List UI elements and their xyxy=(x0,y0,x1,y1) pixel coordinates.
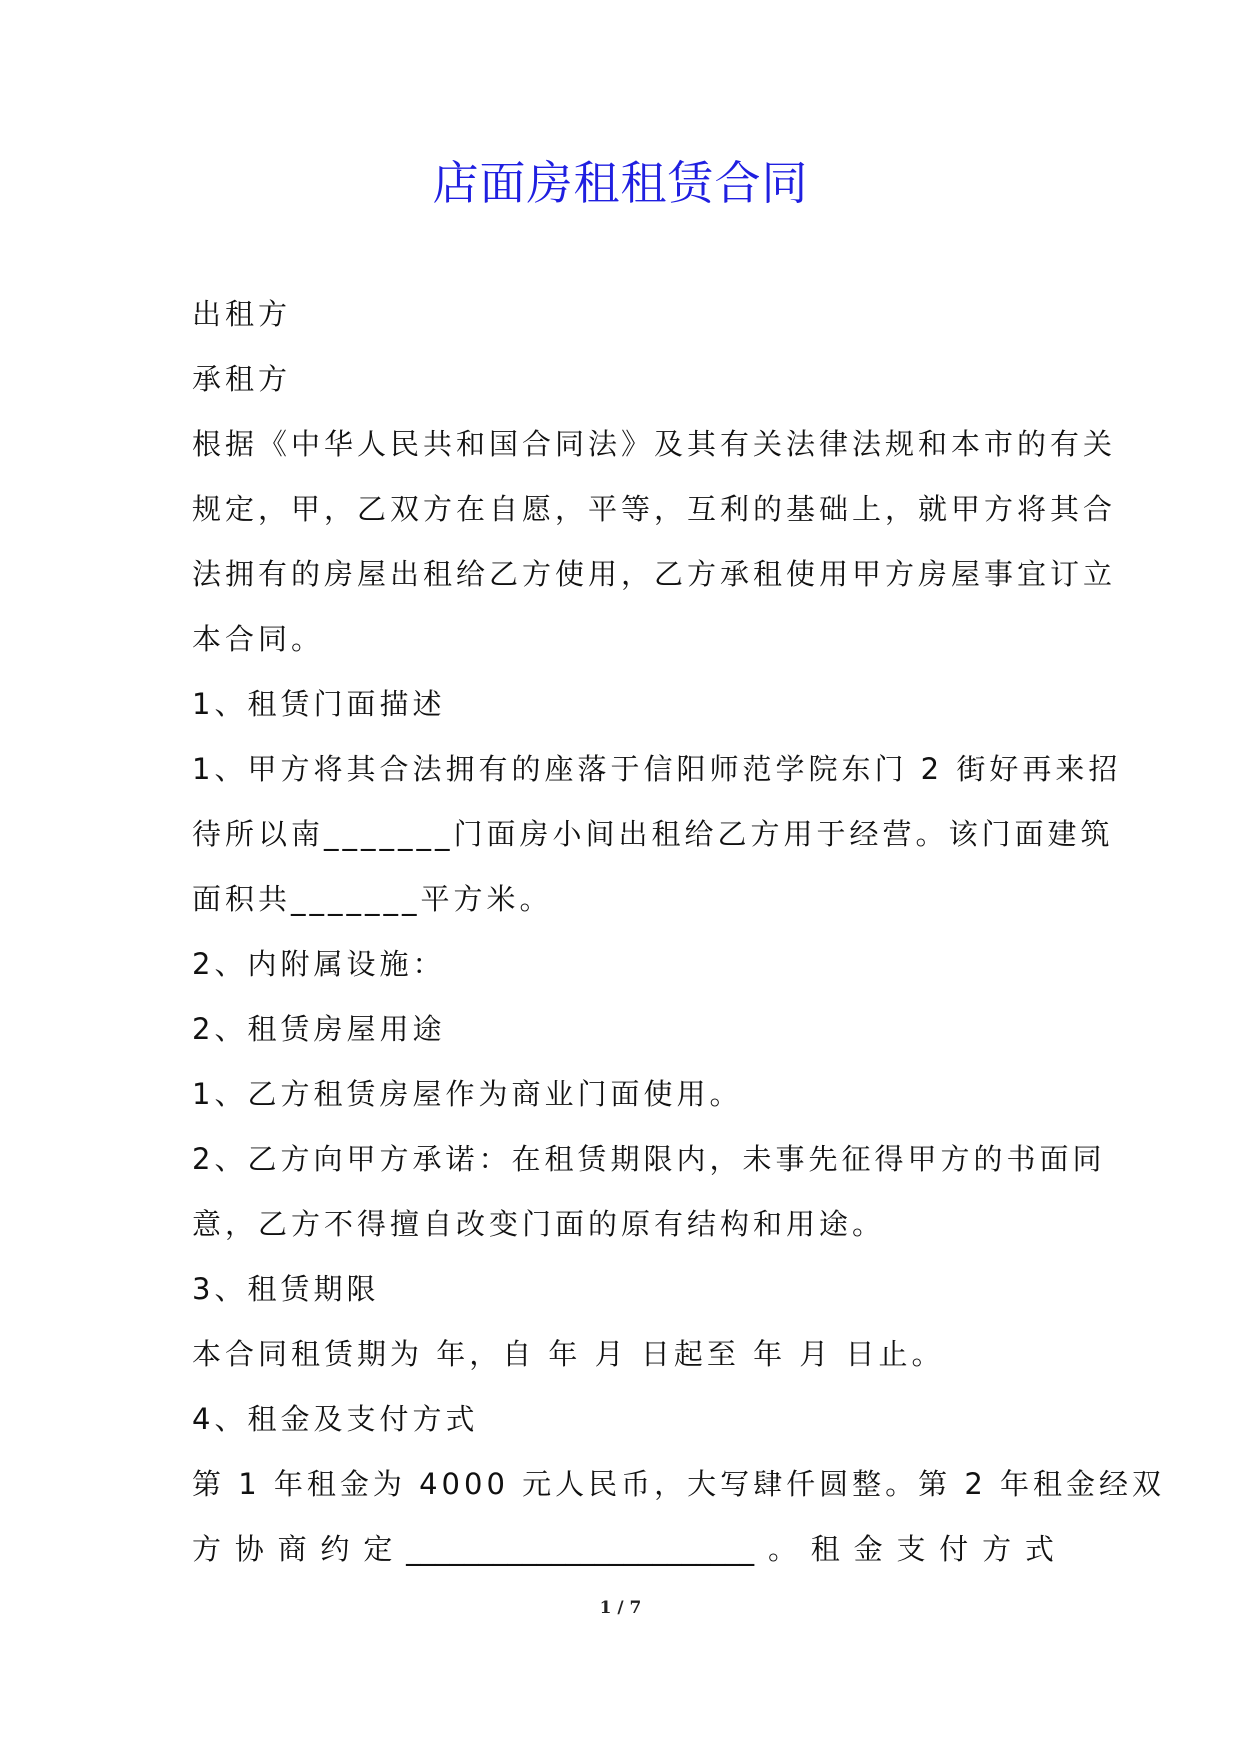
text-fragment: 付 xyxy=(939,1532,969,1566)
paragraph-line: 规定，甲，乙双方在自愿，平等，互利的基础上，就甲方将其合 xyxy=(192,492,1117,526)
section-heading: 4、租金及支付方式 xyxy=(192,1402,479,1436)
paragraph-line: 法拥有的房屋出租给乙方使用，乙方承租使用甲方房屋事宜订立 xyxy=(192,557,1117,591)
text-fragment: 租 xyxy=(810,1532,840,1566)
document-title: 店面房租租赁合同 xyxy=(432,156,809,210)
text-fragment: 支 xyxy=(896,1532,926,1566)
text-fragment: 商 xyxy=(277,1532,307,1566)
paragraph-line: 1、乙方租赁房屋作为商业门面使用。 xyxy=(192,1077,743,1111)
fill-in-blank: ________________________ xyxy=(406,1532,755,1566)
paragraph-line: 本合同租赁期为 年，自 年 月 日起至 年 月 日止。 xyxy=(192,1337,945,1371)
paragraph-line: 意，乙方不得擅自改变门面的原有结构和用途。 xyxy=(192,1207,886,1241)
paragraph-line: 本合同。 xyxy=(192,622,325,656)
paragraph-line-justified xyxy=(192,1517,1054,1582)
text-fragment: 方 xyxy=(192,1532,222,1566)
paragraph-line: 面积共_______平方米。 xyxy=(192,882,553,916)
text-fragment: 式 xyxy=(1024,1532,1054,1566)
paragraph-line: 2、内附属设施： xyxy=(192,947,446,981)
text-fragment: 协 xyxy=(234,1532,264,1566)
section-heading: 3、租赁期限 xyxy=(192,1272,380,1306)
paragraph-line: 1、甲方将其合法拥有的座落于信阳师范学院东门 2 街好再来招 xyxy=(192,752,1122,786)
text-fragment: 定 xyxy=(363,1532,393,1566)
section-heading: 2、租赁房屋用途 xyxy=(192,1012,446,1046)
section-heading: 1、租赁门面描述 xyxy=(192,687,446,721)
text-fragment: 金 xyxy=(853,1532,883,1566)
paragraph-line: 根据《中华人民共和国合同法》及其有关法律法规和本市的有关 xyxy=(192,427,1117,461)
text-fragment: 。 xyxy=(767,1532,797,1566)
paragraph-line: 第 1 年租金为 4000 元人民币，大写肆仟圆整。第 2 年租金经双 xyxy=(192,1467,1166,1501)
paragraph-line: 待所以南_______门面房小间出租给乙方用于经营。该门面建筑 xyxy=(192,817,1114,851)
paragraph-line: 承租方 xyxy=(192,362,292,396)
text-fragment: 约 xyxy=(320,1532,350,1566)
text-fragment: 方 xyxy=(982,1532,1012,1566)
paragraph-line: 2、乙方向甲方承诺：在租赁期限内，未事先征得甲方的书面同 xyxy=(192,1142,1106,1176)
page-number: 1 / 7 xyxy=(599,1598,642,1618)
paragraph-line: 出租方 xyxy=(192,297,292,331)
document-body xyxy=(192,282,1166,1582)
